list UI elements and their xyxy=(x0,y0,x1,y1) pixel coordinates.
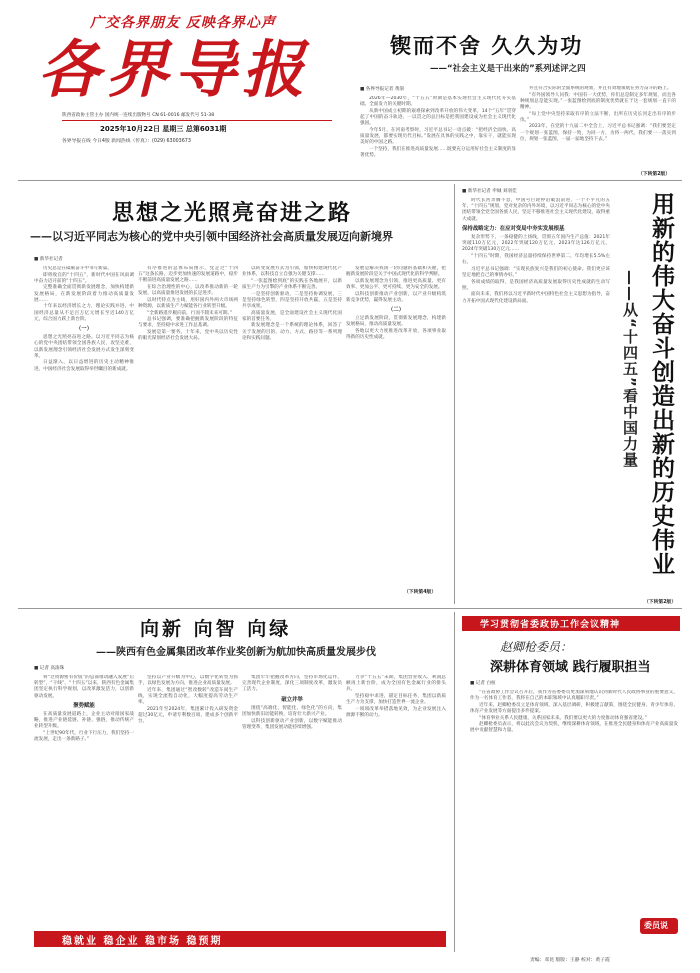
paragraph: 日益渐入，以日益增进的历史主动精神推进，中国经济社会发展取得举世瞩目的新成就。 xyxy=(34,360,134,372)
main-col-4 xyxy=(346,266,446,584)
main-col-2 xyxy=(138,266,238,584)
paragraph: 力争“十五五”末期，集团营业收入、利润总额再上新台阶，成为全国有色金属行业的排头兵。 xyxy=(346,675,446,693)
paragraph: 一是坚持创新驱动，二是坚持协调发展，三是坚持绿色转型，四是坚持开放共赢，五是坚持共享成果。 xyxy=(242,291,342,309)
column-divider xyxy=(454,612,455,952)
top-story-title: 锲而不舍 久久为功 xyxy=(390,34,584,58)
paragraph: “全新路遥步履向前，行而不辍未来可期。” xyxy=(147,310,233,316)
paragraph: 并且符合实际的全面系统的规划，并且有效地领航在努力奋斗的路上。 xyxy=(529,86,672,91)
study-banner xyxy=(462,616,680,631)
paragraph: “体育事业关系人民健康，关系国家未来。我们要以更大的力度推动体育强省建设。” xyxy=(479,715,647,721)
top-story-col-2 xyxy=(520,86,676,168)
paragraph: 思想之光照亮奋进之路。以习近平同志为核心的党中央团结带领全国各族人民，攻坚克难，以新发展理念引领经济社会发展方式发生深刻变革。 xyxy=(34,335,134,359)
paragraph: 各项成绩的取得，是我国经济高质量发展取得历史性成就的生动写照。 xyxy=(462,279,610,291)
column-divider xyxy=(454,184,455,604)
feature-title-vertical: 用新的伟大奋斗创造出新的历史伟业 xyxy=(648,192,674,576)
date-issue: 2025年10月22日 星期三 总第6031期 xyxy=(100,125,227,133)
paragraph: 习近平总书记强调：“实现民族复兴是我们的初心使命。我们更应该坚定地把自己的事情办好。” xyxy=(462,266,610,279)
main-story-title: 思想之光照亮奋进之路 xyxy=(112,201,353,226)
paragraph: 十年来以经济增长之力，理论实践并进，中国经济总量从不足百万亿元增长至近140万亿元，综合国力跃上新台阶。 xyxy=(34,304,134,322)
feature-byline: ■ 新华社记者 申铖 刘羽佳 xyxy=(462,189,517,194)
paragraph: 以科技创新推动产业创新，以产业升级构筑新竞争优势，赢得发展主动。 xyxy=(346,291,446,303)
paragraph: 新发展理念是一个系统的理论体系，回答了关于发展的目的、动力、方式、路径等一系列理论和实践问题。 xyxy=(242,323,342,341)
paragraph: 围绕“高端化、智能化、绿色化”的方向，集团加快新旧动能转换，培育壮大新兴产业。 xyxy=(242,705,342,718)
bottom-story-subtitle: ——陕西有色金属集团改革作业奖创新为航加快高质量发展步伐 xyxy=(96,647,376,658)
top-story-col-1 xyxy=(360,96,516,176)
feature-subtitle-vertical: ——从“十四五”看中国力量 xyxy=(621,270,639,468)
section-heading: （二） xyxy=(387,307,405,313)
paragraph: 在综合治理性的中心，以改革推动新的一轮发展，以高质量推进发展的长足进步。 xyxy=(138,285,238,297)
paragraph: 将“过资源密有价值”的总部推动融入发展“后转型”，“干线”，“十四五”以来，陕西有色金属集团坚定执行科学规划，以改革激发活力，以创新驱动发展。 xyxy=(34,675,134,699)
paragraph: 发展是第一要务。十年来，党中央以历史性的眼光谋划经济社会发展大局。 xyxy=(138,329,238,342)
main-col-3 xyxy=(242,266,342,584)
paragraph: “每上党中央坚持采取有序的立法不断，出所在历史长河走出有序的步伐。” xyxy=(520,111,676,123)
slogan: 广交各界朋友 反映各界心声 xyxy=(90,15,276,31)
paragraph: 从新中国成立初期的艰难探索到改革开放的伟大变革，14个“五年”贯穿起了中国的奋斗轨迹，一以贯之的总目标是把我国建设成为社会主义现代化强国。 xyxy=(360,108,516,127)
paragraph: “十四五”时期，我国经济总量持续保持世界第二，年均增长5.5%左右。 xyxy=(462,254,610,266)
study-author: 赵卿枪委员： xyxy=(500,640,573,654)
bottom-col-1 xyxy=(34,675,134,923)
main-story-byline: ■ 新华社记者 xyxy=(34,257,63,262)
paragraph: 以转变发展方式为引领，加快构建现代化产业体系，以科技自立自强为关键支撑…… xyxy=(242,266,342,278)
study-byline: ■ 记者 白桓 xyxy=(470,681,496,686)
paragraph: “在省政协工作会议召开后，我作为省委委员更加深刻地认识到新时代人民政协事业的重要意义，作为一名体育工作者，我将在自己的本职领域中认真履职尽责。” xyxy=(470,690,678,702)
main-story-continued: （下转第4版） xyxy=(404,590,437,595)
paragraph: 一项项改革举措落地见效，为企业发展注入源源不断的动力。 xyxy=(346,706,446,718)
paragraph: “一张蓝图绘到底”的实践在各地展开，以新质生产力为引擎的产业体系不断完善。 xyxy=(242,278,342,290)
section-heading: 保持战略定力：在应对变局中夯实发展根基 xyxy=(462,225,565,232)
paragraph: 近年来，集团通过“智改数转”改造车间生产线，实现全流程自动化，大幅度提高劳动生产率。 xyxy=(138,687,238,706)
bottom-col-3 xyxy=(242,675,342,923)
masthead-rule xyxy=(62,120,332,121)
top-story-series: ——“社会主义是干出来的”系列述评之四 xyxy=(430,64,586,74)
bottom-story-title: 向新 向智 向绿 xyxy=(140,618,292,640)
main-col-1 xyxy=(34,266,134,584)
paragraph: 坚持以产业升级为中心，以数字化转型为抓手，以绿色发展为方向，推进企业高质量发展。 xyxy=(138,675,238,687)
paragraph: 今年5月，在河南考察时，习近平总书记一语点破：“把经济全面快、高质量发展，都要实现历代目标。”发展在具体的实践之中，靠实干，就能实现美好的中国之路。 xyxy=(360,127,516,146)
bottom-col-2 xyxy=(138,675,238,923)
paragraph: 时代长河奔腾不息，中国号巨轮停泊破浪前进，一个不平凡的五年，“十四五”规划，党对复杂的内外环境，以习近平同志为核心的党中央团结带领全党全国各族人民，坚定不移推进社会主义现代化建设，取得重大成就。 xyxy=(462,198,610,222)
paragraph: 2026年—2030年，“十五五”时期是基本实现社会主义现代化夯实基础、全面发力的关键时期。 xyxy=(360,96,516,108)
main-story-subtitle: ——以习近平同志为核心的党中央引领中国经济社会高质量发展迈向新境界 xyxy=(30,230,393,243)
feature-continued: （下转第2版） xyxy=(644,600,677,605)
study-col xyxy=(470,690,678,930)
study-stamp-text: 委员说 xyxy=(644,921,668,930)
logo-text: 各界导报 xyxy=(38,33,311,106)
divider xyxy=(18,180,682,181)
paragraph: 面向未来，我们将以习近平新时代中国特色社会主义思想为指导，奋力开拓中国式现代化建设新局面。 xyxy=(462,292,610,304)
study-title: 深耕体育领域 践行履职担当 xyxy=(490,660,651,675)
paragraph: 坚持稳中求进，锚定目标任务，集团以新质生产力为支撑，加快打造世界一流企业。 xyxy=(346,694,446,706)
paragraph: 近年来，赵卿枪委员立足体育领域，深入基层调研，积极建言献策，围绕全民健身、青少年体育、体育产业发展等方面提出多件提案。 xyxy=(470,702,678,714)
paragraph: 发展是解决我国一切问题的基础和关键，把握新发展阶段是关于中国式现代化的科学判断。 xyxy=(346,266,446,278)
section-heading: 破立并举 xyxy=(281,696,303,703)
section-heading: 聚势赋能 xyxy=(73,702,95,709)
paragraph: 以时代特点为主线，用好国内外两大市场两种资源，以新质生产力赋能各行业转型升级。 xyxy=(138,297,238,309)
paragraph: 完整准确全面贯彻新发展理念，加快构建新发展格局，在新发展阶段着力推动高质量发展…… xyxy=(34,285,134,303)
paragraph: 复杂形势下，一条稳健的上扬线，贯彻五年国内生产总值：2021年突破110万亿元，2022年突破120万亿元，2023年达126万亿元，2024年突破130万亿元…… xyxy=(462,235,610,253)
info-line: 陕西省政协主管主办 国内统一连续出版物号 CN 61-0016 邮发代号 51-38 xyxy=(62,113,215,118)
feature-col xyxy=(462,198,610,592)
paragraph: 各地以更大力度推进改革开放，各项事业取得新的历史性成就。 xyxy=(346,329,446,341)
paragraph: 赵卿枪委员表示，将以此次会议为契机，继续深耕体育领域，在推进全民健身和体育产业高质量发展中贡献智慧和力量。 xyxy=(470,722,678,734)
paragraph: “上世纪90年代，行业下行压力，我们坚持一流发展，走出一条新路子。” xyxy=(34,731,134,743)
divider xyxy=(18,608,682,609)
paragraph: 一个坚持，我们在推进高质量发展……既要充分运用好社会主义制度的显著优势。 xyxy=(360,146,516,158)
paragraph: 历史总是在砥砺奋斗中书写新篇。 xyxy=(43,266,112,271)
bottom-col-4 xyxy=(346,675,446,923)
footer-banner xyxy=(34,931,446,947)
newspaper-logo xyxy=(38,34,328,106)
paragraph: 以新发展理念为引领，推进更高质量、更有效率、更加公平、更可持续、更为安全的发展。 xyxy=(346,278,446,290)
study-banner-text: 学习贯彻省委政协工作会议精神 xyxy=(480,620,621,630)
paragraph: 在高质量发展道路上，企业主动对接国家战略，推进产业链延链、补链、强链，推动传统产业转型升级。 xyxy=(34,712,134,730)
footer-banner-text: 稳就业 稳企业 稳市场 稳预期 xyxy=(62,936,223,947)
paragraph: 立足新发展阶段，贯彻新发展理念，构建新发展格局，推动高质量发展。 xyxy=(346,316,446,328)
paragraph: 高质量发展，是全面建设社会主义现代化国家的首要任务。 xyxy=(242,310,342,322)
top-story-continued: （下转第2版） xyxy=(638,172,671,177)
top-story-byline: ■ 各界导报记者 黄崩 xyxy=(360,87,405,92)
paragraph: 集团牢牢把握改革方向，坚持市场化运作，完善现代企业制度，深化三项制度改革，激发员工活力。 xyxy=(242,675,342,693)
paragraph: “有外国领导人问我：中国有一大优势，你们总是制定多年规划，而且各种规划总是能实现。”一张蓝图绘到底的制度优势就在于这一套规划一直干的精神。 xyxy=(520,92,676,110)
section-heading: （一） xyxy=(75,326,93,332)
paragraph: 总书记强调，要准确把握新发展阶段的特征与要求，坚持稳中求进工作总基调。 xyxy=(138,317,238,329)
bottom-story-byline: ■ 记者 高浚珠 xyxy=(34,666,65,671)
study-stamp xyxy=(640,918,678,934)
paragraph: 2023年，在党的十九届二中全会上，习近平总书记强调：“我们要坚定一个规划一张蓝图，保持一致，为同一方，为将一两代，我们要一一落实到位，规划一张蓝图，一届一届地坚持下去。” xyxy=(520,124,676,142)
hotline: 各界导报在线 今日4版 新闻热线（传真）：(029) 63003673 xyxy=(62,139,191,144)
paragraph: 即将收官的“十四五”，新时代中国在风雨调中奋力迈开前的“十四五”。 xyxy=(34,272,134,284)
editors-line: 责编：邓昆 版版：王静 校对：黄子霞 xyxy=(530,958,610,963)
paragraph: 有序推进的总体布局图示，党走过“十四五”这条长路，迈步更加快速的发展道路中，稳步不断前进高质量发展之路…… xyxy=(138,266,238,284)
paragraph: 以科技创新驱动产业创新，以数字赋能推动管理变革，集团发展动能持续增强。 xyxy=(242,718,342,730)
paragraph: 2021年至2024年，集团累计投入研发资金超过30亿元，申请专利数百项，建成多个创新平台。 xyxy=(138,706,238,725)
